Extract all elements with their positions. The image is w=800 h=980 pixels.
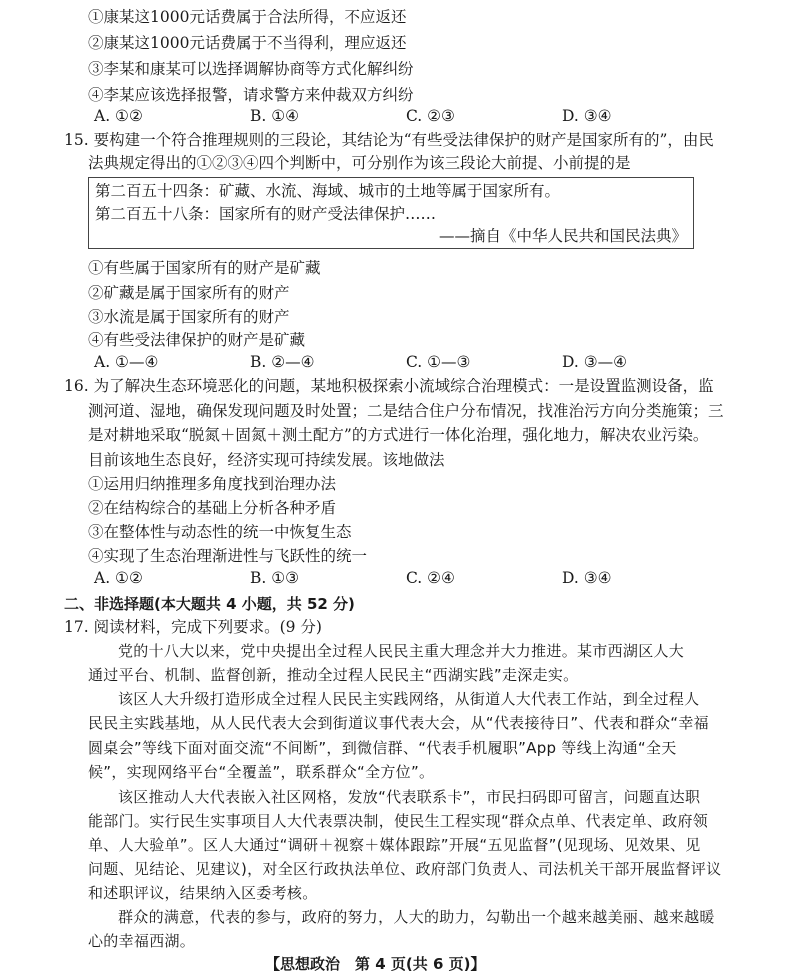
q17-material-line-2: 通过平台、机制、监督创新，推动全过程人民民主“西湖实践”走深走实。 <box>88 666 579 684</box>
q16-statement-1: ①运用归纳推理多角度找到治理办法 <box>88 475 337 493</box>
q17-material-line-6: 候”，实现网络平台“全覆盖”，联系群众“全方位”。 <box>88 763 435 781</box>
q14-option-c: C. ②③ <box>406 107 455 125</box>
q16-stem-line-4: 目前该地生态良好，经济实现可持续发展。该地做法 <box>88 451 445 469</box>
q17-material-line-4: 民民主实践基地，从人民代表大会到街道议事代表大会，从“代表接待日”、代表和群众“幸福 <box>88 714 709 732</box>
q15-law-article-254: 第二百五十四条：矿藏、水流、海域、城市的土地等属于国家所有。 <box>95 182 561 200</box>
q16-statement-3: ③在整体性与动态性的统一中恢复生态 <box>88 523 352 541</box>
q17-material-line-3: 该区人大升级打造形成全过程人民民主实践网络，从街道人大代表工作站，到全过程人 <box>118 690 700 708</box>
q17-material-line-11: 和述职评议，结果纳入区委考核。 <box>88 884 318 902</box>
q17-material-line-13: 心的幸福西湖。 <box>88 932 196 950</box>
q17-material-line-10: 问题、见结论、见建议)，对全区行政执法单位、政府部门负责人、司法机关干部开展监督评议 <box>88 860 722 878</box>
page-footer: 【思想政治 第 4 页(共 6 页)】 <box>265 955 486 973</box>
q17-material-line-7: 该区推动人大代表嵌入社区网格，发放“代表联系卡”，市民扫码即可留言，问题直达职 <box>118 788 701 806</box>
q14-option-b: B. ①④ <box>250 107 300 125</box>
q14-statement-1: ①康某这1000元话费属于合法所得，不应返还 <box>88 8 407 26</box>
q16-option-b: B. ①③ <box>250 569 300 587</box>
q15-option-a: A. ①—④ <box>94 353 159 371</box>
q15-statement-2: ②矿藏是属于国家所有的财产 <box>88 284 290 302</box>
q17-title: 17. 阅读材料，完成下列要求。(9 分) <box>64 618 322 636</box>
q14-statement-2: ②康某这1000元话费属于不当得利，理应返还 <box>88 34 407 52</box>
q15-stem-line-2: 法典规定得出的①②③④四个判断中，可分别作为该三段论大前提、小前提的是 <box>88 154 631 172</box>
q14-statement-3: ③李某和康某可以选择调解协商等方式化解纠纷 <box>88 60 414 78</box>
q15-statement-1: ①有些属于国家所有的财产是矿藏 <box>88 259 321 277</box>
section-2-heading: 二、非选择题(本大题共 4 小题，共 52 分) <box>64 595 355 613</box>
q16-option-c: C. ②④ <box>406 569 455 587</box>
q15-option-b: B. ②—④ <box>250 353 315 371</box>
q15-law-source: ——摘自《中华人民共和国民法典》 <box>438 227 687 245</box>
q16-option-d: D. ③④ <box>562 569 612 587</box>
q15-law-excerpt-box <box>88 177 694 249</box>
q16-statement-4: ④实现了生态治理渐进性与飞跃性的统一 <box>88 547 368 565</box>
q16-option-a: A. ①② <box>94 569 143 587</box>
q15-law-article-258: 第二百五十八条：国家所有的财产受法律保护…… <box>95 205 437 223</box>
q15-stem-line-1: 15. 要构建一个符合推理规则的三段论，其结论为“有些受法律保护的财产是国家所有的”，由民 <box>64 131 714 149</box>
q16-stem-line-1: 16. 为了解决生态环境恶化的问题，某地积极探索小流域综合治理模式：一是设置监测设备，监 <box>64 377 714 395</box>
q14-statement-4: ④李某应该选择报警，请求警方来仲裁双方纠纷 <box>88 86 414 104</box>
q14-option-a: A. ①② <box>94 107 143 125</box>
q16-stem-line-2: 测河道、湿地，确保发现问题及时处置；二是结合住户分布情况，找准治污方向分类施策；三 <box>88 402 724 420</box>
q17-material-line-8: 能部门。实行民生实事项目人大代表票决制，使民生工程实现“群众点单、代表定单、政府领 <box>88 812 709 830</box>
q14-option-d: D. ③④ <box>562 107 612 125</box>
q15-statement-4: ④有些受法律保护的财产是矿藏 <box>88 331 306 349</box>
q15-option-c: C. ①—③ <box>406 353 471 371</box>
q17-material-line-1: 党的十八大以来，党中央提出全过程人民民主重大理念并大力推进。某市西湖区人大 <box>118 642 685 660</box>
q17-material-line-9: 单、人大验单”。区人大通过“调研＋视察＋媒体跟踪”开展“五见监督”(见现场、见效果、见 <box>88 836 701 854</box>
q15-option-d: D. ③—④ <box>562 353 628 371</box>
q16-stem-line-3: 是对耕地采取“脱氮＋固氮＋测土配方”的方式进行一体化治理，强化地力，解决农业污染。 <box>88 426 709 444</box>
q17-material-line-12: 群众的满意，代表的参与，政府的努力，人大的助力，勾勒出一个越来越美丽、越来越暖 <box>118 908 715 926</box>
q17-material-line-5: 圆桌会”等线下面对面交流“不间断”，到微信群、“代表手机履职”App 等线上沟通“全天 <box>88 739 677 757</box>
q15-statement-3: ③水流是属于国家所有的财产 <box>88 308 290 326</box>
q16-statement-2: ②在结构综合的基础上分析各种矛盾 <box>88 499 337 517</box>
